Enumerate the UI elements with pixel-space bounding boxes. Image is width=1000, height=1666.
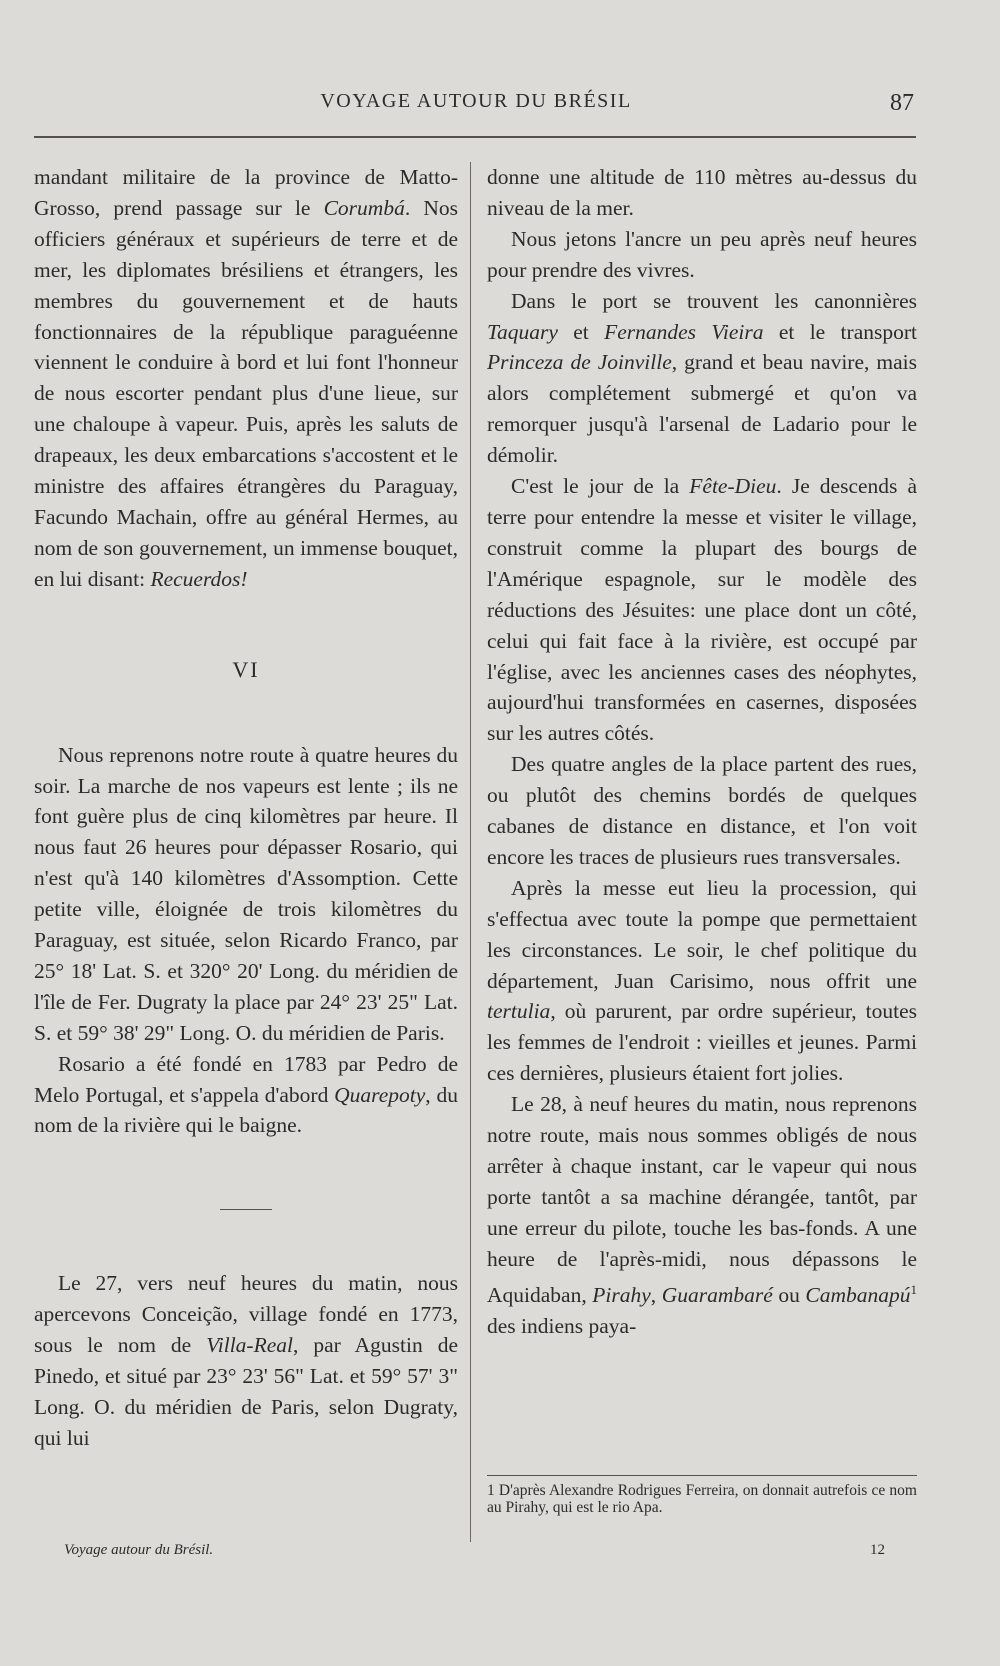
text-run: mandant militaire de la province de Matto-Grosso, prend passage sur le <box>34 165 458 220</box>
text-run: Le 27, vers neuf heures du matin, nous apercevons Conceição, village fondé en 1773, sous le nom de <box>34 1271 458 1358</box>
text-run: Après la messe eut lieu la procession, qui s'effectua avec toute la pompe que permettaient les circonstances. Le soir, le chef politique du département, Juan Carisimo, nous offrit une <box>487 875 917 993</box>
text-run: Rosario a été fondé en 1783 par Pedro de Melo Portugal, et s'appela d'abord <box>34 1051 458 1107</box>
paragraph <box>34 1268 458 1453</box>
footnote-marker: 1 <box>910 1281 917 1297</box>
text-run: et le transport <box>763 319 917 344</box>
ship-name: Fernandes Vieira <box>604 319 764 344</box>
signature-number: 12 <box>870 1542 885 1558</box>
left-column <box>34 162 458 1454</box>
ship-name: Corumbá <box>323 195 405 220</box>
foreign-term: tertulia <box>487 999 551 1024</box>
text-run: et <box>557 319 605 344</box>
signature-mark: Voyage autour du Brésil. <box>64 1542 214 1558</box>
paragraph <box>487 873 917 1089</box>
text-run: C'est le jour de la <box>511 474 690 499</box>
feast-name: Fête-Dieu <box>689 474 777 499</box>
paragraph: donne une altitude de 110 mètres au-dessus du niveau de la mer. <box>487 165 917 220</box>
paragraph <box>487 1089 917 1341</box>
paragraph: Nous jetons l'ancre un peu après neuf heures pour prendre des vivres. <box>487 226 917 282</box>
place-name: Villa-Real <box>206 1333 293 1358</box>
footnote: 1 D'après Alexandre Rodrigues Ferreira, on donnait autrefois ce nom au Pirahy, qui est le rio Apa. <box>487 1482 917 1516</box>
running-title: VOYAGE AUTOUR DU BRÉSIL <box>320 90 632 112</box>
header-rule <box>34 136 916 138</box>
text-run: ou <box>772 1282 806 1307</box>
text-run: Dans le port se trouvent les canonnières <box>511 288 917 313</box>
section-heading: VI <box>232 656 260 682</box>
paragraph: Des quatre angles de la place partent des rues, ou plutôt des chemins bordés de quelques cabanes de distance en distance, et l'on voit encore les traces de plusieurs rues transversales. <box>487 752 917 869</box>
column-divider <box>470 162 471 1542</box>
text-run: , grand et beau navire, mais alors complétement submergé et qu'on va remorquer jusqu'à l'arsenal de Ladario pour le démolir. <box>487 350 917 468</box>
right-column <box>487 162 917 1342</box>
footnote-rule <box>487 1475 917 1476</box>
section-divider <box>220 1209 272 1210</box>
text-run: , où parurent, par ordre supérieur, toutes les femmes de l'endroit : vieilles et jeunes. Parmi ces dernières, plusieurs étaient fort jolies. <box>487 999 917 1086</box>
river-name: Cambanapú <box>805 1282 911 1307</box>
text-run: . Je descends à terre pour entendre la messe et visiter le village, construit comme la plupart des bourgs de l'Amérique espagnole, sur le modèle des réductions des Jésuites: une place dont un côté, celui qui fait face à la rivière, est occupé par l'église, avec les anciennes cases des néophytes, aujourd'hui transformées en casernes, disposées sur les autres côtés. <box>487 474 917 746</box>
paragraph <box>34 162 458 595</box>
page-number: 87 <box>890 90 914 116</box>
quotation: Recuerdos! <box>150 566 248 591</box>
river-name: Pirahy <box>592 1282 651 1307</box>
paragraph <box>487 286 917 471</box>
text-run: , du nom de la rivière qui le baigne. <box>34 1082 458 1138</box>
place-name: Quarepoty <box>334 1082 426 1107</box>
text-run: . Nos officiers généraux et supérieurs de terre et de mer, les diplomates brésiliens et étrangers, les membres du gouvernement et de hauts fonctionnaires de la république paraguéenne viennent le conduire à bord et lui font l'honneur de nous escorter pendant plus d'une lieue, sur une chaloupe à vapeur. Puis, après les saluts de drapeaux, les deux embarcations s'accostent et le ministre des affaires étrangères du Paraguay, Facundo Machain, offre au général Hermes, au nom de son gouvernement, un immense bouquet, en lui disant: <box>34 195 458 591</box>
paragraph <box>34 1049 458 1142</box>
paragraph: Nous reprenons notre route à quatre heures du soir. La marche de nos vapeurs est lente ; ils ne font guère plus de cinq kilomètres par heure. Il nous faut 26 heures pour dépasser Rosario, qui n'est qu'à 140 kilomètres d'Assomption. Cette petite ville, éloignée de trois kilomètres du Paraguay, est située, selon Ricardo Franco, par 25° 18' Lat. S. et 320° 20' Long. du méridien de l'île de Fer. Dugraty la place par 24° 23' 25" Lat. S. et 59° 38' 29" Long. O. du méridien de Paris. <box>34 742 458 1045</box>
text-run: , <box>650 1282 662 1307</box>
text-run: , par Agustin de Pinedo, et situé par 23° 23' 56" Lat. et 59° 57' 3" Long. O. du méridien de Paris, selon Dugraty, qui lui <box>34 1333 458 1450</box>
text-run: des indiens paya- <box>487 1313 637 1338</box>
text-run: Le 28, à neuf heures du matin, nous reprenons notre route, mais nous sommes obligés de nous arrêter à chaque instant, car le vapeur qui nous porte tantôt a sa machine dérangée, tantôt, par une erreur du pilote, touche les bas-fonds. A une heure de l'après-midi, nous dépassons le Aquidaban, <box>487 1092 917 1307</box>
paragraph <box>487 471 917 749</box>
ship-name: Taquary <box>487 319 558 344</box>
ship-name: Princeza de Joinville <box>487 350 672 375</box>
river-name: Guarambaré <box>661 1282 773 1307</box>
